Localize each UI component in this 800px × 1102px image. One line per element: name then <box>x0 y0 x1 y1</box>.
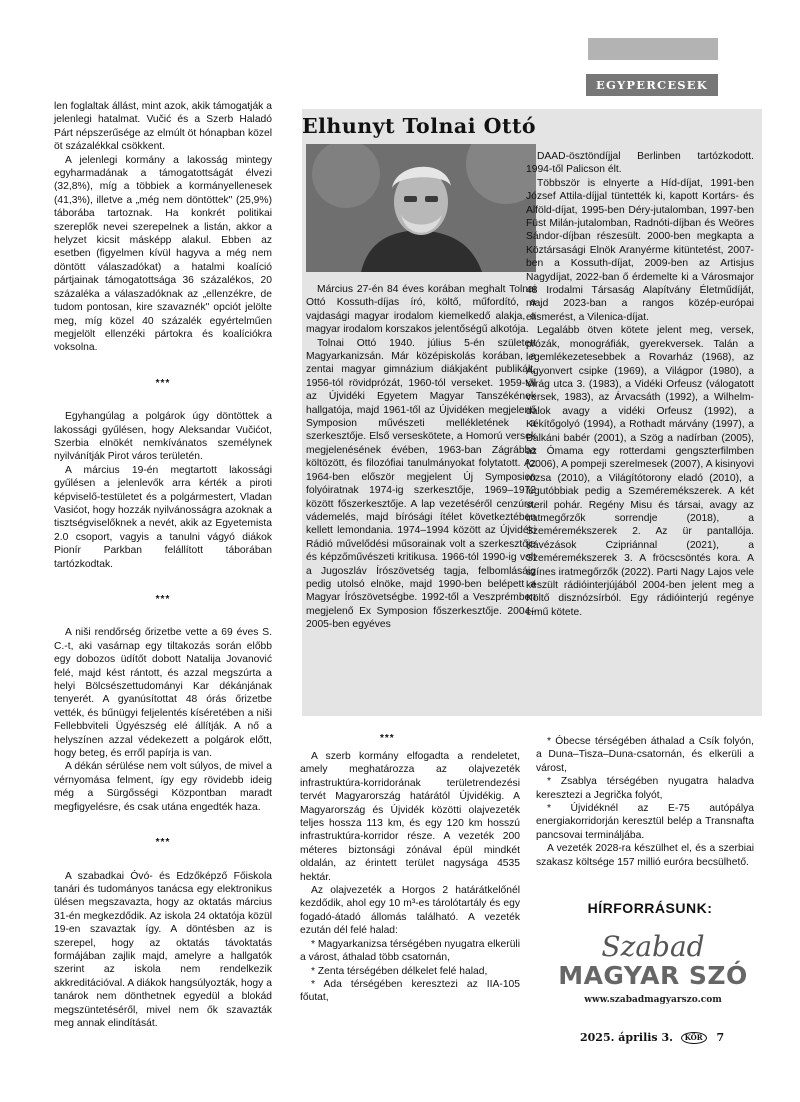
list-item: * Óbecse térségében áthalad a Csík folyón, a Duna–Tisza–Duna-csatornán, és elkerüli a várost, <box>536 736 754 774</box>
obituary-column-2 <box>526 150 754 619</box>
middle-column <box>300 750 520 1005</box>
header-band <box>588 38 718 60</box>
obituary-title: Elhunyt Tolnai Ottó <box>302 114 537 138</box>
paragraph: DAAD-ösztöndíjjal Berlinben tartózkodott. 1994-től Palicson élt. <box>526 151 754 176</box>
paragraph: Legalább ötven kötete jelent meg, versek, prózák, monográfiák, gyerekversek. Talán a legemlékezetesebbek a Rovarház (1968), az Agyonvert csipke (1969), a Világpor (1980), a Virág utca 3. (1983), a Vidéki Orfeusz (válogatott versek, 1983), az Árvacsáth (1992), a Wilhelm-dalok avagy a vidéki Orfeusz (1992), a Kékítőgolyó (1994), a Rothadt márvány (1997), a Balkáni babér (2001), a Szög a nadírban (2005), az Ómama egy rotterdami gengszterfilmben (2006), A pompeji szerelmesek (2007), A kisinyovi rózsa (2010), a Világítótorony eladó (2010), a legutóbbiak pedig a Szeméremékszerek. A két steril pohár. Regény Misu és társai, avagy az iratmegőrzők sorrendje (2018), a Szeméremékszerek 2. Az ür pantallója. Kávézások Czipriánnal (2021), a Szeméremékszerek 3. A fröcscsöntés kora. A színes iratmegőrzők (2022). Parti Nagy Lajos vele készült rádióinterjújából 2004-ben jelent meg a Költő disznózsírból. Egy rádióinterjú regénye című kötete. <box>526 325 754 618</box>
paragraph: Egyhangúlag a polgárok úgy döntöttek a lakossági gyűlésen, hogy Aleksandar Vučićot, Szerbia elnökét nemkívánatos személynek nyilvánítják Pirot város területén. <box>54 411 272 463</box>
page-footer <box>580 1031 724 1044</box>
list-item: * Ada térségében keresztezi az IIA-105 főutat, <box>300 978 520 1004</box>
logo-main-text: MAGYAR SZÓ <box>558 961 748 990</box>
paragraph: A niši rendőrség őrizetbe vette a 69 éves S. C.-t, aki vasárnap egy tiltakozás során előbb egy dobozos üdítőt dobott Natalija Jovanović felé, majd kést rántott, és azzal megszúrta a helyi Bölcsészettudományi Kar dékánjának tenyerét. A gyanúsítottat 48 órás őrizetbe vették, és bűnügyi feljelentés kíséretében a niši Fellebbviteli Ügyészség elé állítják. A nő a helyszínen azzal védekezett a polgárok előtt, hogy beteg, és erről papírja is van. <box>54 627 272 760</box>
paragraph: Az olajvezeték a Horgos 2 határátkelőnél kezdődik, ahol egy 10 m³-es tárolótartály és egy fogadó-átadó állomás található. A vezeték ezután dél felé halad: <box>300 885 520 937</box>
issue-date: 2025. április 3. <box>580 1031 673 1044</box>
separator-stars: *** <box>380 733 395 744</box>
list-item: * Zenta térségében délkelet felé halad, <box>311 965 488 977</box>
separator-stars: *** <box>155 594 171 605</box>
paragraph: A dékán sérülése nem volt súlyos, de mivel a vérnyomása felment, így egy rövidebb ideig még a Sürgősségi Központban maradt megfigyelésre, és csak utána engedték haza. <box>54 761 272 813</box>
list-item: * Magyarkanizsa térségében nyugatra elkerüli a várost, áthalad több csatornán, <box>300 938 520 964</box>
portrait-illustration <box>306 144 536 272</box>
list-item: * Zsablya térségében nyugatra haladva keresztezi a Jegrička folyót, <box>536 776 754 801</box>
separator-stars: *** <box>155 377 171 389</box>
logo-top-text: Szabad <box>601 930 705 963</box>
logo-url-text: www.szabadmagyarszo.com <box>584 995 722 1005</box>
kor-badge: KÖR <box>681 1032 707 1044</box>
portrait-photo <box>306 144 536 272</box>
paragraph: len foglaltak állást, mint azok, akik támogatják a jelenlegi hatalmat. Vučić és a Szerb Haladó Párt népszerűsége az elmúlt öt hónapban közel öt százalékkal csökkent. <box>54 101 272 153</box>
obituary-column-1 <box>306 283 536 632</box>
page-number: 7 <box>716 1031 725 1044</box>
list-item: * Újvidéknél az E-75 autópálya energiakorridorján keresztül belép a Transnafta pancsovai termináljába. <box>536 803 754 841</box>
paragraph: Március 27-én 84 éves korában meghalt Tolnai Ottó Kossuth-díjas író, költő, műfordító, a vajdasági magyar irodalom kiemelkedő alakja, a magyar irodalom korszakos jelentőségű alkotója. <box>306 284 536 336</box>
sources-label: HÍRFORRÁSUNK: <box>587 900 713 916</box>
szabad-magyar-szo-logo <box>553 922 753 1008</box>
right-column <box>536 735 754 869</box>
paragraph: Többször is elnyerte a Híd-díjat, 1991-ben József Attila-díjjal tüntették ki, kapott Kortárs- és Alföld-díjat, 1995-ben Déry-jutalomban, 1997-ben Füst Milán-jutalomban, Radnóti-díjban és Weöres Sándor-díjban részesült. 2000-ben megkapta a Köztársasági Elnök Aranyérme kitüntetést, 2007-ben a Kossuth-díjat, 2009-ben az Artisjus Nagydíjat, 2022-ban ő érdemelte ki a Városmajor 48 Irodalmi Társaság Alapítvány Életműdíját, majd 2023-ban a rangos közép-európai elismerést, a Vilenica-díjat. <box>526 177 754 323</box>
paragraph: Tolnai Ottó 1940. július 5-én született Magyarkanizsán. Már középiskolás korában, a zentai magyar gimnázium diákjaként publikált, 1956-tól rövidprózát, 1960-tól verseket. 1959-től az Újvidéki Egyetem Magyar Tanszékének hallgatója, majd 1961-től az Újvidéken megjelenő Symposion művészeti mellékletének a szerkesztője. Első verseskötete, a Homorú versek megjelenésének évében, 1963-ban Zágrábba költözött, és filozófiai tanulmányokat folytatott. Az 1964-ben először megjelent Új Symposion folyóiratnak 1974-ig szerkesztője, 1969–1972 között főszerkesztője. A lap vezetéséről cenzúra, vádemelés, majd bírósági ítélet következtében kellett lemondania. 1974–1994 között az Újvidéki Rádió művelődési műsorainak volt a szerkesztője és képzőművészeti kritikusa. 1966-tól 1990-ig volt a Jugoszláv Írószövetség tagja, felbomlásáig pedig utolsó elnöke, majd 1990-ben belépett a Magyar Írószövetségbe. 1992-től a Veszprémben megjelenő Ex Symposion főszerkesztője. 2004–2005-ben egyéves <box>306 337 536 631</box>
separator-stars: *** <box>155 837 171 849</box>
left-column <box>54 100 272 1030</box>
section-label: EGYPERCESEK <box>586 74 718 96</box>
paragraph: A március 19-én megtartott lakossági gyűlésen a jelenlevők arra kérték a piroti képviselő-testületet és a polgármestert, Vladan Vasićot, hogy hozzák nyilvánosságra azoknak a tisztségviselőknek a nevét, akik az Egyetemista 2.0 csoport, vagyis a tanulni vágyó diákok Pionír Parkban felállított táborában tartózkodtak. <box>54 464 272 570</box>
paragraph: A vezeték 2028-ra készülhet el, és a szerbiai szakasz költsége 157 millió euróra becsülhető. <box>536 843 754 868</box>
paragraph: A szabadkai Óvó- és Edzőképző Főiskola tanári és tudományos tanácsa egy elektronikus ülésen megszavazta, hogy az oktatás március 31-én megkezdődik. Az iskola 24 oktatója közül 19-en szavaztak így. A döntésben az is szerepel, hogy az oktatás távoktatás formájában zajlik majd, amelyre a hallgatók szerint az iskola nem rendelkezik akkreditációval. A diákok hangsúlyozták, hogy a tanárok nem dönthetnek egyedül a blokád megszüntetéséről, mivel nem ők szavazták meg annak elindítását. <box>54 870 272 1029</box>
paragraph: A jelenlegi kormány a lakosság mintegy egyharmadának a támogatottságát élvezi (32,8%), míg a többiek a kormányellenesek (41,3%), illetve a „még nem döntöttek" (25,9%) táborába tartoznak. Ha konkrét politikai szereplők nevei szerepelnek a listán, akkor a helyzet kicsit másképp alakul. Ebben az esetben (figyelmen kívül hagyva a még nem döntött válaszadókat) a hatalmi koalíció pártjainak támogatottsága 36 százalékos, 20 százaléka a válaszadóknak az „ellenzékre, de tudom pontosan, kire szavaznék" opciót jelölte meg, míg közel 40 százalék egyértelműen megjelölt ellenzéki pártokra és koalíciókra voksolna. <box>54 154 272 354</box>
paragraph: A szerb kormány elfogadta a rendeletet, amely meghatározza az olajvezeték infrastruktúra-korridorának területrendezési tervét Magyarország határától Újvidékig. A Magyarország és Újvidék közötti olajvezeték teljes hossza 113 km, és egy 120 km hosszú infrastruktúra-korridor része. A vezeték 200 méteres biztonsági zónával épül mindkét oldalán, az érintett terület nagysága 4535 hektár. <box>300 751 520 883</box>
